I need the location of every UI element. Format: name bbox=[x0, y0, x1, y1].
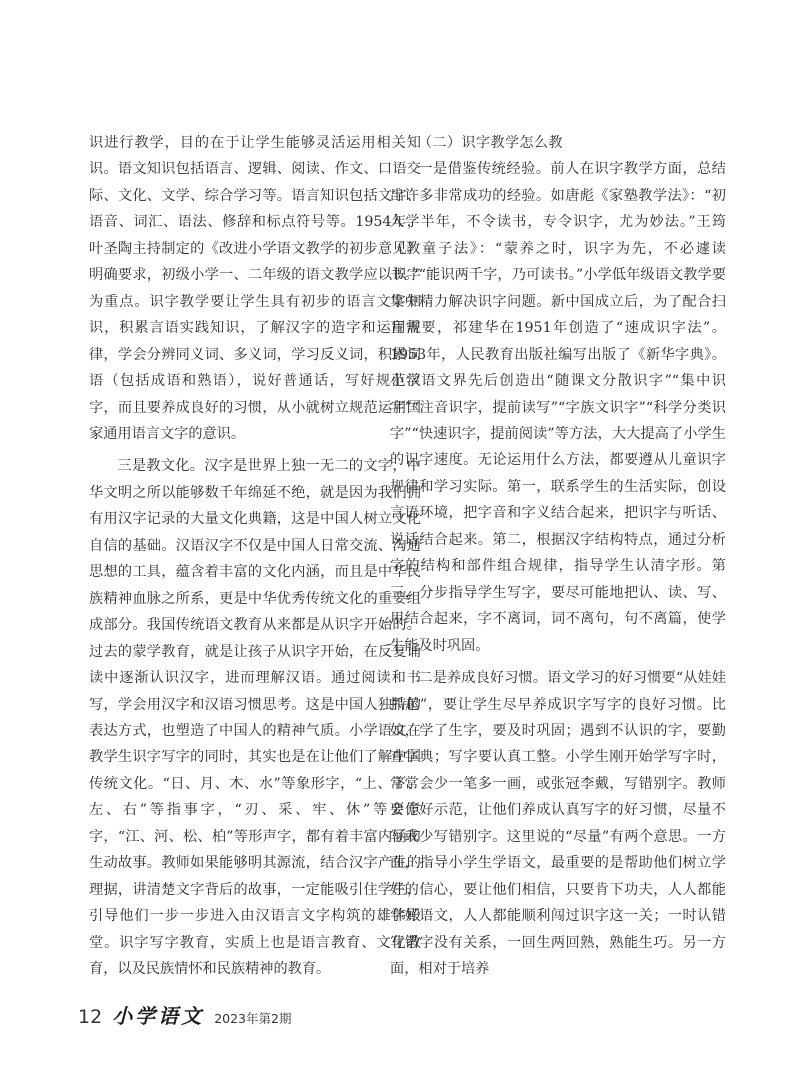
left-paragraph-2: 三是教文化。汉字是世界上独一无二的文字，中华文明之所以能够数千年绵延不绝，就是因为我们拥有用汉字记录的大量文化典籍，这是中国人树立文化自信的基础。汉语汉字不仅是中国人日常交流、沟通思想的工具，蕴含着丰富的文化内涵，而且是中华民族精神血脉之所系，更是中华优秀传统文化的重要组成部分。我国传统语文教育从来都是从识字开始的。过去的蒙学教育，就是让孩子从识字开始，在反复诵读中逐渐认识汉字，进而理解汉语。通过阅读和书写，学会用汉字和汉语习惯思考。这是中国人独特的表达方式，也塑造了中国人的精神气质。小学语文在教学生识字写字的同时，其实也是在让他们了解中国传统文化。“日、月、木、水”等象形字，“上、下、左、右”等指事字，“刃、采、牢、休”等会意字，“江、河、松、柏”等形声字，都有着丰富内涵和生动故事。教师如果能够明其源流，结合汉字产生的理据，讲清楚文字背后的故事，一定能吸引住学生，引导他们一步一步进入由汉语言文字构筑的雄伟殿堂。识字写字教育，实质上也是语言教育、文化教育，以及民族情怀和民族精神的教育。 bbox=[89, 458, 421, 978]
page-footer bbox=[78, 1000, 291, 1029]
left-paragraph-1: 识进行教学，目的在于让学生能够灵活运用相关知识。语文知识包括语言、逻辑、阅读、作文、口语交际、文化、文学、综合学习等。语言知识包括文字、语音、词汇、语法、修辞和标点符号等。1954年，叶圣陶主持制定的《改进小学语文教学的初步意见》明确要求，初级小学一、二年级的语文教学应以识字为重点。识字教学要让学生具有初步的语言文字知识，积累言语实践知识，了解汉字的造字和运用规律，学会分辨同义词、多义词，学习反义词，积累词语（包括成语和熟语），说好普通话，写好规范汉字，而且要养成良好的习惯，从小就树立规范运用国家通用语言文字的意识。 bbox=[89, 135, 421, 442]
left-column bbox=[89, 130, 421, 983]
journal-name: 小学语文 bbox=[112, 1004, 205, 1028]
right-paragraph-2: 二是养成良好习惯。语文学习的好习惯要“从娃娃抓起”，要让学生尽早养成识字写字的良好习惯。比如，学了生字，要及时巩固；遇到不认识的字，要勤查字典；写字要认真工整。小学生刚开始学写字时，常常会少一笔多一画，或张冠李戴，写错别字。教师要作好示范，让他们养成认真写字的好习惯，尽量不写或少写错别字。这里说的“尽量”有两个意思。一方面，指导小学生学语文，最重要的是帮助他们树立学好的信心，要让他们相信，只要肯下功夫，人人都能学好语文，人人都能顺利闯过识字这一关；一时认错写错字没有关系，一回生两回熟，熟能生巧。另一方面，相对于培养 bbox=[390, 670, 726, 978]
section-heading: （二）识字教学怎么教 bbox=[418, 135, 563, 151]
issue-label: 2023年第2期 bbox=[214, 1011, 292, 1026]
right-column bbox=[390, 130, 726, 983]
page-number: 12 bbox=[78, 1006, 103, 1028]
right-paragraph-1: 一是借鉴传统经验。前人在识字教学方面，总结出许多非常成功的经验。如唐彪《家塾教学法》：“初入学半年，不令读书，专令识字，尤为妙法。”王筠《教童子法》：“蒙养之时，识字为先，不必遽读书。”“能识两千字，乃可读书。”小学低年级语文教学要集中精力解决识字问题。新中国成立后，为了配合扫盲需要，祁建华在1951年创造了“速成识字法”。1953年，人民教育出版社编写出版了《新华字典》。小学语文界先后创造出“随课文分散识字”“集中识字”“注音识字，提前读写”“字族文识字”“科学分类识字”“快速识字，提前阅读”等方法，大大提高了小学生的识字速度。无论运用什么方法，都要遵从儿童识字规律和学习实际。第一，联系学生的生活实际，创设言语环境，把字音和字义结合起来，把识字与听话、说话结合起来。第二，根据汉字结构特点，通过分析字的结构和部件组合规律，指导学生认清字形。第三，分步指导学生写字，要尽可能地把认、读、写、用结合起来，字不离词，词不离句，句不离篇，使学生能及时巩固。 bbox=[390, 161, 726, 654]
